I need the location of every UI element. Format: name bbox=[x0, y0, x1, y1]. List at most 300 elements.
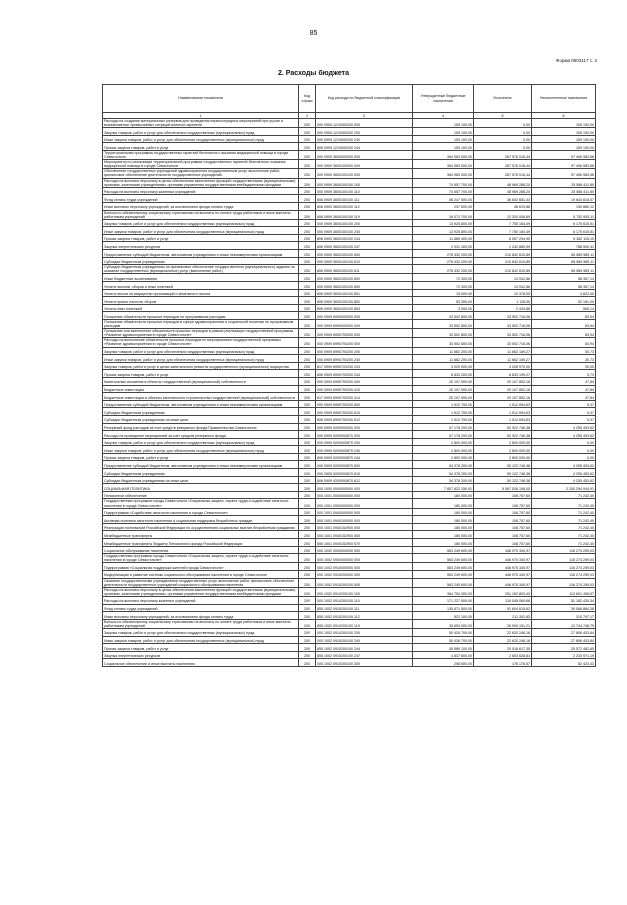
line-code-cell: 200 bbox=[299, 169, 316, 178]
line-code-cell: 200 bbox=[299, 377, 316, 385]
table-row bbox=[103, 570, 596, 578]
table-row bbox=[103, 347, 596, 355]
budget-code-cell: 000 1002 0900000000 000 bbox=[316, 554, 413, 563]
unexecuted-cell: 116 274 259,03 bbox=[532, 578, 596, 587]
approved-cell: 563 249 600,00 bbox=[413, 546, 474, 554]
unexecuted-cell: 5 752 693,11 bbox=[532, 210, 596, 219]
indicator-name-cell: Межбюджетные трансферты бюджету Пенсионного фонда Российской Федерации bbox=[103, 539, 299, 547]
approved-cell: 563 249 600,00 bbox=[413, 554, 474, 563]
indicator-name-cell: Иные выплаты персоналу учреждений, за исключением фонда оплаты труда bbox=[103, 612, 299, 620]
indicator-name-cell: Оказание государственными учреждениями государственных услуг, выполнение работ, финансовое обеспечение деятельности государственных учреждений социального обслуживания населения bbox=[103, 578, 299, 587]
executed-cell: 50 122 746,38 bbox=[474, 469, 532, 477]
budget-code-cell: 000 0909 3600100100 110 bbox=[316, 187, 413, 195]
indicator-name-cell: Фонд оплаты труда учреждений bbox=[103, 604, 299, 612]
table-row bbox=[103, 297, 596, 305]
budget-code-cell: 000 1002 0910200100 300 bbox=[316, 659, 413, 667]
table-row bbox=[103, 338, 596, 347]
approved-cell: 159 100,00 bbox=[413, 143, 474, 151]
indicator-name-cell: Реализация полномочий Российской Федерации по осуществлению социальных выплат безработным гражданам bbox=[103, 523, 299, 531]
unexecuted-cell: 52 181,00 bbox=[532, 297, 596, 305]
indicator-name-cell: Межбюджетные трансферты bbox=[103, 531, 299, 539]
executed-cell: 108 757,60 bbox=[474, 499, 532, 508]
budget-code-cell: 000 0909 6990700200 000 bbox=[316, 338, 413, 347]
table-row bbox=[103, 227, 596, 235]
unexecuted-cell: 82 423,43 bbox=[532, 659, 596, 667]
approved-cell: 72 300,00 bbox=[413, 282, 474, 290]
indicator-name-cell: Закупка товаров, работ и услуг для обеспечения государственных (муниципальных) нужд bbox=[103, 128, 299, 136]
column-number: 2 bbox=[299, 113, 316, 119]
approved-cell: 364 983 000,00 bbox=[413, 169, 474, 178]
approved-cell: 563 249 600,00 bbox=[413, 578, 474, 587]
line-code-cell: 200 bbox=[299, 227, 316, 235]
executed-cell: 11 662 169,27 bbox=[474, 355, 532, 363]
table-row bbox=[103, 234, 596, 242]
executed-cell: 108 757,60 bbox=[474, 516, 532, 524]
indicator-name-cell: Субсидии бюджетным учреждениям на финансовое обеспечение государственного (муниципального) задания на оказание государственных (муниципальных) услуг (выполнение работ) bbox=[103, 265, 299, 274]
indicator-name-cell: Расходы на выплаты персоналу в целях обеспечения выполнения функций государственными (муниципальными) органами, казенными учреждениями, органами управления государственными внебюджетными фондами bbox=[103, 587, 299, 596]
line-code-cell: 200 bbox=[299, 408, 316, 416]
budget-code-cell: 806 0909 3600100100 247 bbox=[316, 242, 413, 250]
executed-cell: 446 975 340,97 bbox=[474, 578, 532, 587]
form-code: Форма 0503117 с. 2 bbox=[556, 58, 597, 63]
indicator-name-cell: Погашение обязательств прошлых периодов по программным расходам bbox=[103, 312, 299, 320]
column-number: 3 bbox=[316, 113, 413, 119]
indicator-name-cell: Расходы на выплаты персоналу в целях обеспечения выполнения функций государственными (муниципальными) органами, казенными учреждениями, органами управления государственными внебюджетными фондами bbox=[103, 178, 299, 187]
table-row bbox=[103, 242, 596, 250]
unexecuted-cell: 47,84 bbox=[532, 377, 596, 385]
executed-cell: 22 620 246,16 bbox=[474, 636, 532, 644]
executed-cell: 210 842 610,89 bbox=[474, 250, 532, 258]
indicator-name-cell: Социальное обеспечение и иные выплаты населению bbox=[103, 659, 299, 667]
table-row bbox=[103, 370, 596, 378]
budget-code-cell: 000 0909 6990000000 000 bbox=[316, 320, 413, 329]
table-row bbox=[103, 393, 596, 401]
executed-cell: 20 107 852,16 bbox=[474, 377, 532, 385]
table-row bbox=[103, 628, 596, 636]
unexecuted-cell: 25 588 411,80 bbox=[532, 187, 596, 195]
line-code-cell: 200 bbox=[299, 202, 316, 210]
approved-cell: 50 426 700,00 bbox=[413, 636, 474, 644]
expenses-table bbox=[102, 84, 596, 667]
line-code-cell: 200 bbox=[299, 289, 316, 297]
unexecuted-cell: 47,84 bbox=[532, 393, 596, 401]
approved-cell: 159 100,00 bbox=[413, 119, 474, 128]
line-code-cell: 200 bbox=[299, 265, 316, 274]
section-title: 2. Расходы бюджета bbox=[278, 70, 349, 77]
budget-code-cell: 000 0909 6990700200 240 bbox=[316, 355, 413, 363]
unexecuted-cell: 0,00 bbox=[532, 446, 596, 454]
approved-cell: 180 000,00 bbox=[413, 531, 474, 539]
table-row bbox=[103, 355, 596, 363]
executed-cell: 267 576 016,44 bbox=[474, 169, 532, 178]
approved-cell: 57 178 200,00 bbox=[413, 431, 474, 439]
indicator-name-cell: Субсидии бюджетным учреждениям на иные цели bbox=[103, 415, 299, 423]
approved-cell: 39 653 900,00 bbox=[413, 619, 474, 628]
indicator-name-cell: Субсидии бюджетным учреждениям bbox=[103, 408, 299, 416]
unexecuted-cell: 58 367,14 bbox=[532, 274, 596, 282]
indicator-name-cell: Прочая закупка товаров, работ и услуг bbox=[103, 370, 299, 378]
table-row bbox=[103, 499, 596, 508]
indicator-name-cell: Предоставление субсидий бюджетным, автономным учреждениям и иным некоммерческим организациям bbox=[103, 400, 299, 408]
table-row bbox=[103, 563, 596, 571]
approved-cell: 3 029 000,00 bbox=[413, 362, 474, 370]
approved-cell: 180 000,00 bbox=[413, 539, 474, 547]
executed-cell: 210 842 610,89 bbox=[474, 265, 532, 274]
table-row bbox=[103, 415, 596, 423]
unexecuted-cell: 71 242,40 bbox=[532, 499, 596, 508]
budget-code-cell: 000 0909 3600100100 240 bbox=[316, 227, 413, 235]
unexecuted-cell: 71 242,40 bbox=[532, 531, 596, 539]
approved-cell: 2 800 000,00 bbox=[413, 453, 474, 461]
table-row bbox=[103, 128, 596, 136]
approved-cell: 54 378 200,00 bbox=[413, 476, 474, 484]
unexecuted-cell: 4 255 453,62 bbox=[532, 476, 596, 484]
indicator-name-cell: Капитальные вложения в объекты государственной (муниципальной) собственности bbox=[103, 377, 299, 385]
table-row bbox=[103, 187, 596, 195]
table-row bbox=[103, 523, 596, 531]
unexecuted-cell: 113 601 496,57 bbox=[532, 587, 596, 596]
table-row bbox=[103, 408, 596, 416]
executed-cell: 446 975 340,97 bbox=[474, 546, 532, 554]
table-row bbox=[103, 195, 596, 203]
table-row bbox=[103, 119, 596, 128]
indicator-name-cell: Субсидии бюджетным учреждениям bbox=[103, 257, 299, 265]
line-code-cell: 200 bbox=[299, 644, 316, 652]
approved-cell: 11 889 400,00 bbox=[413, 234, 474, 242]
indicator-name-cell: Взносы по обязательному социальному страхованию на выплаты по оплате труда работников и иные выплаты работникам учреждений bbox=[103, 210, 299, 219]
indicator-name-cell: Закупка товаров, работ и услуг для обеспечения государственных (муниципальных) нужд bbox=[103, 219, 299, 227]
table-row bbox=[103, 304, 596, 312]
approved-cell: 7 807 822 150,91 bbox=[413, 484, 474, 492]
table-row bbox=[103, 320, 596, 329]
unexecuted-cell: 6 175 615,51 bbox=[532, 219, 596, 227]
budget-code-cell: 000 1000 0000000000 000 bbox=[316, 484, 413, 492]
indicator-name-cell: Закупка товаров, работ и услуг для обеспечения государственных (муниципальных) нужд bbox=[103, 347, 299, 355]
table-row bbox=[103, 250, 596, 258]
indicator-name-cell: Иные закупки товаров, работ и услуг для обеспечения государственных (муниципальных) нужд bbox=[103, 135, 299, 143]
executed-cell: 91 604 615,62 bbox=[474, 604, 532, 612]
indicator-name-cell: Иные закупки товаров, работ и услуг для обеспечения государственных (муниципальных) нужд bbox=[103, 446, 299, 454]
line-code-cell: 200 bbox=[299, 385, 316, 393]
line-code-cell: 200 bbox=[299, 446, 316, 454]
table-row bbox=[103, 431, 596, 439]
executed-cell: 1 512 694,63 bbox=[474, 400, 532, 408]
budget-code-cell: 000 0909 1210000200 200 bbox=[316, 128, 413, 136]
unexecuted-cell: 12 744 748,79 bbox=[532, 619, 596, 628]
budget-code-cell: 000 1001 0940100000 000 bbox=[316, 516, 413, 524]
table-row bbox=[103, 385, 596, 393]
indicator-name-cell: Прочая закупка товаров, работ и услуг bbox=[103, 234, 299, 242]
approved-cell: 180 000,00 bbox=[413, 491, 474, 499]
table-row bbox=[103, 508, 596, 516]
budget-code-cell: 000 1002 0910200100 240 bbox=[316, 636, 413, 644]
indicator-name-cell: Территориальная программа государственных гарантий бесплатного оказания медицинской помощи в городе Севастополе bbox=[103, 150, 299, 159]
executed-cell: 22 620 246,16 bbox=[474, 628, 532, 636]
unexecuted-cell: 116 274 259,03 bbox=[532, 554, 596, 563]
indicator-name-cell: Предоставление субсидий бюджетным, автономным учреждениям и иным некоммерческим организациям bbox=[103, 250, 299, 258]
unexecuted-cell: 116 274 259,03 bbox=[532, 546, 596, 554]
indicator-name-cell: Государственная программа города Севастополя «Социальная защита, охрана труда и содействие занятости населения в городе Севастополе» bbox=[103, 554, 299, 563]
budget-code-cell: 000 0909 3600100100 600 bbox=[316, 250, 413, 258]
approved-cell: 159 100,00 bbox=[413, 128, 474, 136]
table-row bbox=[103, 274, 596, 282]
line-code-cell: 200 bbox=[299, 119, 316, 128]
budget-code-cell: 855 1002 0910200100 244 bbox=[316, 644, 413, 652]
approved-cell: 20 107 900,00 bbox=[413, 393, 474, 401]
line-code-cell: 200 bbox=[299, 508, 316, 516]
indicator-name-cell: Бюджетные инвестиции в объекты капитального строительства государственной (муниципальной) собственности bbox=[103, 393, 299, 401]
budget-code-cell: 000 1002 0910200100 100 bbox=[316, 587, 413, 596]
table-row bbox=[103, 202, 596, 210]
line-code-cell: 200 bbox=[299, 596, 316, 604]
unexecuted-cell: 4 255 453,62 bbox=[532, 469, 596, 477]
executed-cell: 108 757,60 bbox=[474, 491, 532, 499]
budget-code-cell: 855 1002 0910200100 112 bbox=[316, 612, 413, 620]
executed-cell: 2 800 000,00 bbox=[474, 446, 532, 454]
executed-cell: 11 662 169,27 bbox=[474, 347, 532, 355]
indicator-name-cell: Расходы на выплаты персоналу казенных учреждений bbox=[103, 596, 299, 604]
table-row bbox=[103, 636, 596, 644]
unexecuted-cell: 25 572 482,65 bbox=[532, 644, 596, 652]
budget-code-cell: 000 1002 0910200100 200 bbox=[316, 628, 413, 636]
indicator-name-cell: Государственная программа города Севастополя «Социальная защита, охрана труда и содействие занятости населения в городе Севастополе» bbox=[103, 499, 299, 508]
line-code-cell: 200 bbox=[299, 195, 316, 203]
table-row bbox=[103, 265, 596, 274]
unexecuted-cell: 97 406 983,56 bbox=[532, 160, 596, 169]
budget-code-cell: 000 0909 3600100100 850 bbox=[316, 282, 413, 290]
line-code-cell: 200 bbox=[299, 539, 316, 547]
executed-cell: 3 028 970,00 bbox=[474, 362, 532, 370]
budget-code-cell: 806 0909 9200000870 612 bbox=[316, 476, 413, 484]
approved-cell: 13 925 800,00 bbox=[413, 227, 474, 235]
table-row bbox=[103, 400, 596, 408]
unexecuted-cell: 4 622,00 bbox=[532, 289, 596, 297]
budget-code-cell: 000 0909 3600100100 000 bbox=[316, 169, 413, 178]
table-row bbox=[103, 362, 596, 370]
executed-cell: 33 502 716,06 bbox=[474, 312, 532, 320]
unexecuted-cell: 30,73 bbox=[532, 355, 596, 363]
indicator-name-cell: Уплата налогов, сборов и иных платежей bbox=[103, 282, 299, 290]
line-code-cell: 200 bbox=[299, 304, 316, 312]
budget-code-cell: 000 0909 3600100100 200 bbox=[316, 219, 413, 227]
executed-cell: 26 909 151,21 bbox=[474, 619, 532, 628]
unexecuted-cell: 0,73 bbox=[532, 370, 596, 378]
table-row bbox=[103, 531, 596, 539]
table-row bbox=[103, 135, 596, 143]
unexecuted-cell: 71 242,40 bbox=[532, 516, 596, 524]
unexecuted-cell: 71 242,40 bbox=[532, 491, 596, 499]
indicator-name-cell: Расходы на проведение мероприятий за счет средств резервного фонда bbox=[103, 431, 299, 439]
unexecuted-cell: 83,94 bbox=[532, 329, 596, 338]
line-code-cell: 200 bbox=[299, 393, 316, 401]
line-code-cell: 200 bbox=[299, 297, 316, 305]
line-code-cell: 200 bbox=[299, 274, 316, 282]
approved-cell: 276 432 200,00 bbox=[413, 265, 474, 274]
line-code-cell: 200 bbox=[299, 135, 316, 143]
table-row bbox=[103, 476, 596, 484]
budget-code-cell: 000 0909 3600100100 610 bbox=[316, 257, 413, 265]
budget-code-cell: 806 0909 1210000200 244 bbox=[316, 143, 413, 151]
line-code-cell: 200 bbox=[299, 415, 316, 423]
executed-cell: 6 507 294,90 bbox=[474, 234, 532, 242]
unexecuted-cell: 159 100,00 bbox=[532, 128, 596, 136]
indicator-name-cell: Иные бюджетные ассигнования bbox=[103, 274, 299, 282]
executed-cell: 52 922 746,38 bbox=[474, 423, 532, 431]
budget-code-cell: 817 0909 6990700200 414 bbox=[316, 393, 413, 401]
approved-cell: 8 633 200,00 bbox=[413, 370, 474, 378]
line-code-cell: 200 bbox=[299, 312, 316, 320]
line-code-cell: 200 bbox=[299, 187, 316, 195]
line-code-cell: 200 bbox=[299, 604, 316, 612]
executed-cell: 211 302,83 bbox=[474, 612, 532, 620]
approved-cell: 4 837 600,00 bbox=[413, 651, 474, 659]
approved-cell: 180 000,00 bbox=[413, 508, 474, 516]
unexecuted-cell: 788 500,41 bbox=[532, 242, 596, 250]
line-code-cell: 200 bbox=[299, 531, 316, 539]
budget-code-cell: 000 0909 6900000000 000 bbox=[316, 312, 413, 320]
table-row bbox=[103, 377, 596, 385]
executed-cell: 50 122 746,38 bbox=[474, 461, 532, 469]
budget-code-cell: 806 0909 6990700200 612 bbox=[316, 415, 413, 423]
line-code-cell: 200 bbox=[299, 484, 316, 492]
approved-cell: 563 249 600,00 bbox=[413, 563, 474, 571]
table-row bbox=[103, 619, 596, 628]
table-row bbox=[103, 461, 596, 469]
executed-cell: 7 750 184,49 bbox=[474, 219, 532, 227]
executed-cell: 10 378,00 bbox=[474, 289, 532, 297]
executed-cell: 2 434,86 bbox=[474, 304, 532, 312]
unexecuted-cell: 4 255 453,62 bbox=[532, 423, 596, 431]
approved-cell: 13 925 800,00 bbox=[413, 219, 474, 227]
approved-cell: 364 983 000,00 bbox=[413, 160, 474, 169]
budget-code-cell: 000 0909 9200000870 610 bbox=[316, 469, 413, 477]
executed-cell: 210 842 610,89 bbox=[474, 257, 532, 265]
indicator-name-cell: Погашение или выполнение обязательств прошлых периодов в рамках реализации государственной программы «Развитие здравоохранения в городе Севастополе» bbox=[103, 329, 299, 338]
column-header: Наименование показателя bbox=[103, 85, 299, 113]
table-row bbox=[103, 160, 596, 169]
indicator-name-cell: Расходы на выплаты персоналу казенных учреждений bbox=[103, 187, 299, 195]
line-code-cell: 200 bbox=[299, 250, 316, 258]
unexecuted-cell: 190 880,12 bbox=[532, 202, 596, 210]
unexecuted-cell: 159 100,00 bbox=[532, 135, 596, 143]
line-code-cell: 200 bbox=[299, 516, 316, 524]
approved-cell: 1 512 700,00 bbox=[413, 408, 474, 416]
approved-cell: 33 502 800,00 bbox=[413, 312, 474, 320]
approved-cell: 171 227 500,00 bbox=[413, 596, 474, 604]
executed-cell: 0,00 bbox=[474, 135, 532, 143]
indicator-name-cell: Иные закупки товаров, работ и услуг для обеспечения государственных (муниципальных) нужд bbox=[103, 355, 299, 363]
budget-code-cell: 855 1002 0910200100 119 bbox=[316, 619, 413, 628]
line-code-cell: 200 bbox=[299, 431, 316, 439]
table-row bbox=[103, 143, 596, 151]
line-code-cell: 200 bbox=[299, 128, 316, 136]
table-row bbox=[103, 612, 596, 620]
indicator-name-cell: Закупка энергетических ресурсов bbox=[103, 242, 299, 250]
executed-cell: 446 975 340,97 bbox=[474, 563, 532, 571]
unexecuted-cell: 83,94 bbox=[532, 312, 596, 320]
unexecuted-cell: 27 806 453,84 bbox=[532, 636, 596, 644]
executed-cell: 7 750 184,49 bbox=[474, 227, 532, 235]
executed-cell: 13 932,86 bbox=[474, 282, 532, 290]
line-code-cell: 200 bbox=[299, 178, 316, 187]
table-row bbox=[103, 453, 596, 461]
budget-code-cell: 806 0909 9200000870 244 bbox=[316, 453, 413, 461]
unexecuted-cell: 116 274 259,03 bbox=[532, 563, 596, 571]
executed-cell: 119 045 069,66 bbox=[474, 596, 532, 604]
unexecuted-cell: 310 797,17 bbox=[532, 612, 596, 620]
indicator-name-cell: Прочая закупка товаров, работ и услуг bbox=[103, 453, 299, 461]
approved-cell: 33 502 800,00 bbox=[413, 338, 474, 347]
table-row bbox=[103, 578, 596, 587]
approved-cell: 50 426 700,00 bbox=[413, 628, 474, 636]
approved-cell: 563 249 600,00 bbox=[413, 570, 474, 578]
column-number: 6 bbox=[532, 113, 596, 119]
unexecuted-cell: 65 589 589,11 bbox=[532, 265, 596, 274]
budget-code-cell: 000 1002 0910200100 000 bbox=[316, 578, 413, 587]
line-code-cell: 200 bbox=[299, 150, 316, 159]
line-code-cell: 200 bbox=[299, 619, 316, 628]
executed-cell: 1 242 889,59 bbox=[474, 242, 532, 250]
line-code-cell: 200 bbox=[299, 362, 316, 370]
executed-cell: 52 922 746,38 bbox=[474, 431, 532, 439]
executed-cell: 20 107 852,16 bbox=[474, 385, 532, 393]
approved-cell: 3 000,00 bbox=[413, 304, 474, 312]
approved-cell: 2 800 000,00 bbox=[413, 438, 474, 446]
unexecuted-cell: 4 255 453,62 bbox=[532, 461, 596, 469]
column-header: Утвержденные бюджетные назначения bbox=[413, 85, 474, 113]
budget-code-cell: 806 0909 3600100100 119 bbox=[316, 210, 413, 219]
executed-cell: 108 757,60 bbox=[474, 531, 532, 539]
line-code-cell: 200 bbox=[299, 234, 316, 242]
executed-cell: 0,00 bbox=[474, 143, 532, 151]
executed-cell: 20 107 852,16 bbox=[474, 393, 532, 401]
approved-cell: 33 502 800,00 bbox=[413, 329, 474, 338]
approved-cell: 11 662 200,00 bbox=[413, 347, 474, 355]
unexecuted-cell: 71 242,40 bbox=[532, 523, 596, 531]
indicator-name-cell: Уплата прочих налогов, сборов bbox=[103, 297, 299, 305]
approved-cell: 15 000,00 bbox=[413, 289, 474, 297]
table-row bbox=[103, 423, 596, 431]
approved-cell: 72 300,00 bbox=[413, 274, 474, 282]
unexecuted-cell: 0,00 bbox=[532, 438, 596, 446]
indicator-name-cell: Социальное обслуживание населения bbox=[103, 546, 299, 554]
line-code-cell: 200 bbox=[299, 320, 316, 329]
line-code-cell: 200 bbox=[299, 659, 316, 667]
budget-code-cell: 806 0909 3600100100 112 bbox=[316, 202, 413, 210]
approved-cell: 20 107 900,00 bbox=[413, 377, 474, 385]
executed-cell: 267 576 016,44 bbox=[474, 150, 532, 159]
budget-code-cell: 000 1001 0940152900 000 bbox=[316, 523, 413, 531]
executed-cell: 2 603 628,81 bbox=[474, 651, 532, 659]
executed-cell: 1 118,00 bbox=[474, 297, 532, 305]
indicator-name-cell: Расходы на выполнение обязательств прошлых периодов по мероприятиям государственной программы «Развитие здравоохранения в городе Севастополе» bbox=[103, 338, 299, 347]
indicator-name-cell: Мероприятия по реализации территориальной программы государственных гарантий бесплатного оказания медицинской помощи в городе Севастополе bbox=[103, 160, 299, 169]
line-code-cell: 200 bbox=[299, 338, 316, 347]
executed-cell: 1 512 694,63 bbox=[474, 415, 532, 423]
indicator-name-cell: Уплата налога на имущество организаций и земельного налога bbox=[103, 289, 299, 297]
approved-cell: 20 107 900,00 bbox=[413, 385, 474, 393]
line-code-cell: 200 bbox=[299, 210, 316, 219]
budget-code-cell: 000 0909 9200000000 000 bbox=[316, 423, 413, 431]
column-number: 5 bbox=[474, 113, 532, 119]
column-header: Исполнено bbox=[474, 85, 532, 113]
table-row bbox=[103, 491, 596, 499]
executed-cell: 46 619,88 bbox=[474, 202, 532, 210]
table-body bbox=[103, 119, 596, 667]
indicator-name-cell: Предоставление субсидий бюджетным, автономным учреждениям и иным некоммерческим организациям bbox=[103, 461, 299, 469]
line-code-cell: 200 bbox=[299, 570, 316, 578]
table-row bbox=[103, 169, 596, 178]
